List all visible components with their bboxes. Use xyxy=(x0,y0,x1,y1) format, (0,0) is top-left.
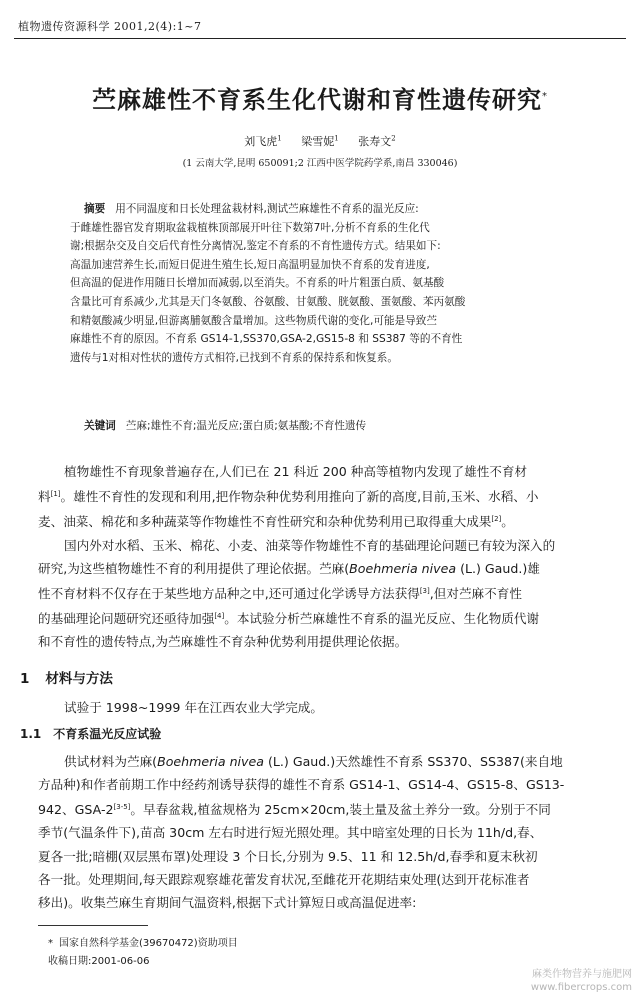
abstract-line: 遗传与1对相对性状的遗传方式相符,已找到不育系的保持系和恢复系。 xyxy=(70,351,398,364)
abstract xyxy=(70,200,595,367)
abstract-line: 麻雄性不育的原因。不育系 GS14-1,SS370,GSA-2,GS15-8 和 SS387 等的不育性 xyxy=(70,333,463,346)
methods-text xyxy=(38,750,610,914)
abstract-label: 摘要 xyxy=(84,203,106,215)
abstract-line: 但高温的促进作用随日长增加而减弱,以至消失。不育系的叶片粗蛋白质、氨基酸 xyxy=(70,277,445,290)
abstract-line: 摘要 用不同温度和日长处理盆栽材料,测试苎麻雄性不育系的温光反应: xyxy=(84,203,419,215)
author: 刘飞虎$^1$ xyxy=(244,134,282,148)
body-line: 各一批。处理期间,每天跟踪观察雄花蕾发育状况,至雌花开花期结束处理(达到开花标准者 xyxy=(38,871,530,887)
subsection-heading: 1.1 不育系温光反应试验 xyxy=(20,727,162,741)
keywords-label: 关键词 xyxy=(84,420,116,432)
body-line: 942、GSA-2[3-5]。早春盆栽,植盆规格为 25cm×20cm,装土量及盆土养分一致。分别于不同 xyxy=(38,802,551,818)
body-line: 麦、油菜、棉花和多种蔬菜等作物雄性不育性研究和杂种优势利用已取得重大成果[2]。 xyxy=(38,514,514,530)
keywords xyxy=(84,418,366,433)
funding-note: * 国家自然科学基金(39670472)资助项目 xyxy=(48,938,238,949)
footnote xyxy=(48,935,238,971)
body-line: 方品种)和作者前期工作中经药剂诱导获得的雄性不育系 GS14-1、GS14-4、GS15-8、GS13- xyxy=(38,777,565,793)
title-text: 苎麻雄性不育系生化代谢和育性遗传研究 xyxy=(92,86,542,114)
received-date: 收稿日期:2001-06-06 xyxy=(48,956,150,967)
author: 梁雪妮$^1$ xyxy=(301,134,339,148)
body-line: 和不育性的遗传特点,为苎麻雄性不育杂种优势利用提供理论依据。 xyxy=(38,634,408,650)
author: 张寿文$^2$ xyxy=(358,134,396,148)
body-line: 料[1]。雄性不育性的发现和利用,把作物杂种优势利用推向了新的高度,目前,玉米、水稻、小 xyxy=(38,489,539,505)
section-heading: 1 材料与方法 xyxy=(20,671,113,687)
body-line: 季节(气温条件下),苗高 30cm 左右时进行短光照处理。其中暗室处理的日长为 11h/d,春、 xyxy=(38,825,543,841)
header-rule xyxy=(14,38,626,39)
footnote-rule xyxy=(38,925,148,926)
site-watermark: 麻类作物营养与施肥网 www.fibercrops.com xyxy=(530,969,632,993)
body-line: 的基础理论问题研究还亟待加强[4]。本试验分析苎麻雄性不育系的温光反应、生化物质代谢 xyxy=(38,611,540,627)
introduction xyxy=(38,460,610,654)
body-line: 研究,为这些植物雄性不育的利用提供了理论依据。苎麻(Boehmeria nivea (L.) Gaud.)雄 xyxy=(38,560,540,576)
body-line: 性不育材料不仅存在于某些地方品种之中,还可通过化学诱导方法获得[3],但对苎麻不育性 xyxy=(38,586,522,602)
keywords-text: 苎麻;雄性不育;温光反应;蛋白质;氨基酸;不育性遗传 xyxy=(125,420,367,432)
body-line: 试验于 1998~1999 年在江西农业大学完成。 xyxy=(64,700,323,715)
abstract-line: 于雌雄性器官发育期取盆栽植株顶部展开叶往下数第7叶,分析不育系的生化代 xyxy=(70,221,430,234)
abstract-line: 和精氨酸减少明显,但游离脯氨酸含量增加。这些物质代谢的变化,可能是导致苎 xyxy=(70,314,437,327)
body-line: 国内外对水稻、玉米、棉花、小麦、油菜等作物雄性不育的基础理论问题已有较为深入的 xyxy=(64,537,556,553)
article-title xyxy=(0,80,640,115)
body-line: 供试材料为苎麻(Boehmeria nivea (L.) Gaud.)天然雄性不育系 SS370、SS387(来自地 xyxy=(64,754,563,769)
abstract-line: 含量比可育系减少,尤其是天门冬氨酸、谷氨酸、甘氨酸、胱氨酸、蛋氨酸、苯丙氨酸 xyxy=(70,295,466,308)
title-footnote-mark: * xyxy=(542,91,548,102)
running-head: 植物遗传资源科学 2001,2(4):1~7 xyxy=(18,20,202,33)
abstract-line: 高温加速营养生长,而短日促进生殖生长,短日高温明显加快不育系的发育进度, xyxy=(70,258,430,271)
body-line: 植物雄性不育现象普遍存在,人们已在 21 科近 200 种高等植物内发现了雄性不育材 xyxy=(64,464,528,479)
body-line: 移出)。收集苎麻生育期间气温资料,根据下式计算短日或高温促进率: xyxy=(38,894,417,910)
body-line: 夏各一批;暗棚(双层黑布罩)处理设 3 个日长,分别为 9.5、11 和 12.5h/d,春季和夏末秋初 xyxy=(38,848,538,864)
abstract-line: 谢;根据杂交及自交后代育性分离情况,鉴定不育系的不育性遗传方式。结果如下: xyxy=(70,240,441,253)
author-list xyxy=(0,133,640,149)
affiliation: (1 云南大学,昆明 650091;2 江西中医学院药学系,南昌 330046) xyxy=(182,158,458,169)
section-intro-text xyxy=(38,696,610,719)
